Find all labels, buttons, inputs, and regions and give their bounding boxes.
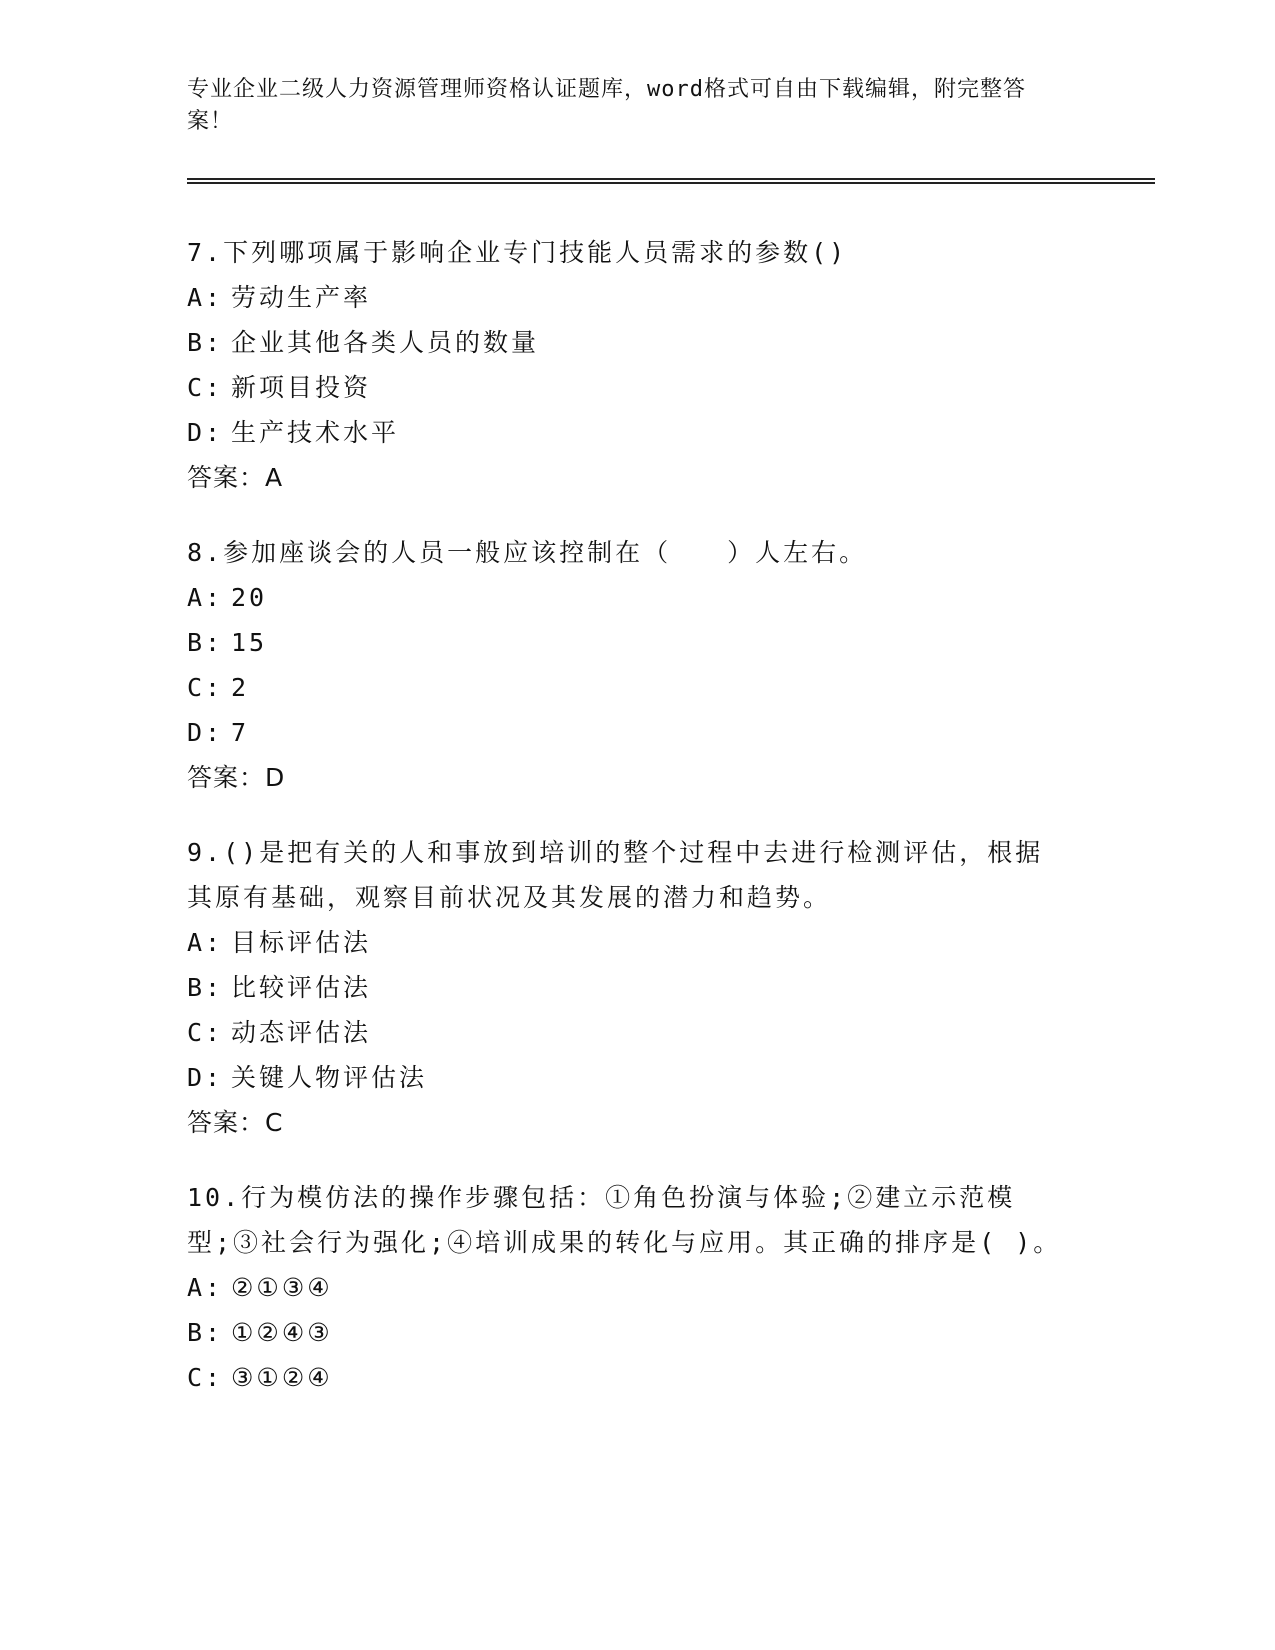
option-key: B: [187, 328, 224, 357]
option-key: B: [187, 628, 224, 657]
answer-line: 答案：A [187, 463, 284, 492]
question-9 [187, 830, 1067, 1145]
option-b [187, 965, 1067, 1010]
option-text: 2 [231, 673, 250, 702]
option-c [187, 1355, 1067, 1400]
option-text: 生产技术水平 [231, 418, 400, 447]
option-key: D: [187, 1063, 224, 1092]
option-b [187, 620, 1067, 665]
option-text: 新项目投资 [231, 373, 372, 402]
answer-line: 答案：C [187, 1108, 284, 1137]
option-key: A: [187, 583, 224, 612]
option-text: ②①③④ [231, 1273, 333, 1302]
option-c [187, 1010, 1067, 1055]
question-stem: 8.参加座谈会的人员一般应该控制在（ ）人左右。 [187, 538, 868, 567]
option-key: A: [187, 928, 224, 957]
option-key: B: [187, 973, 224, 1002]
option-c [187, 665, 1067, 710]
option-text: 20 [231, 583, 268, 612]
option-text: 目标评估法 [231, 928, 372, 957]
answer-line: 答案：D [187, 763, 286, 792]
option-text: 关键人物评估法 [231, 1063, 428, 1092]
option-key: D: [187, 418, 224, 447]
option-a [187, 1265, 1067, 1310]
question-list [187, 230, 1067, 1430]
option-key: A: [187, 1273, 224, 1302]
option-a [187, 920, 1067, 965]
document-header: 专业企业二级人力资源管理师资格认证题库，word格式可自由下载编辑，附完整答案！ [187, 77, 1026, 134]
option-key: C: [187, 1018, 224, 1047]
option-text: ①②④③ [231, 1318, 333, 1347]
option-text: ③①②④ [231, 1363, 333, 1392]
option-key: C: [187, 1363, 224, 1392]
option-d [187, 710, 1067, 755]
question-stem: 10.行为模仿法的操作步骤包括：①角色扮演与体验;②建立示范模型;③社会行为强化;④培训成果的转化与应用。其正确的排序是( )。 [187, 1183, 1062, 1257]
option-key: B: [187, 1318, 224, 1347]
option-a [187, 275, 1067, 320]
question-8 [187, 530, 1067, 800]
option-key: D: [187, 718, 224, 747]
option-d [187, 1055, 1067, 1100]
question-10 [187, 1175, 1067, 1400]
option-text: 动态评估法 [231, 1018, 372, 1047]
option-text: 15 [231, 628, 268, 657]
option-text: 比较评估法 [231, 973, 372, 1002]
option-b [187, 1310, 1067, 1355]
question-stem: 7.下列哪项属于影响企业专门技能人员需求的参数() [187, 238, 848, 267]
option-text: 7 [231, 718, 250, 747]
option-key: C: [187, 673, 224, 702]
question-7 [187, 230, 1067, 500]
question-stem: 9.()是把有关的人和事放到培训的整个过程中去进行检测评估，根据其原有基础，观察目前状况及其发展的潜力和趋势。 [187, 838, 1044, 912]
option-a [187, 575, 1067, 620]
header-divider [187, 178, 1155, 184]
option-key: C: [187, 373, 224, 402]
option-d [187, 410, 1067, 455]
option-key: A: [187, 283, 224, 312]
option-text: 企业其他各类人员的数量 [231, 328, 540, 357]
option-text: 劳动生产率 [231, 283, 372, 312]
option-b [187, 320, 1067, 365]
option-c [187, 365, 1067, 410]
